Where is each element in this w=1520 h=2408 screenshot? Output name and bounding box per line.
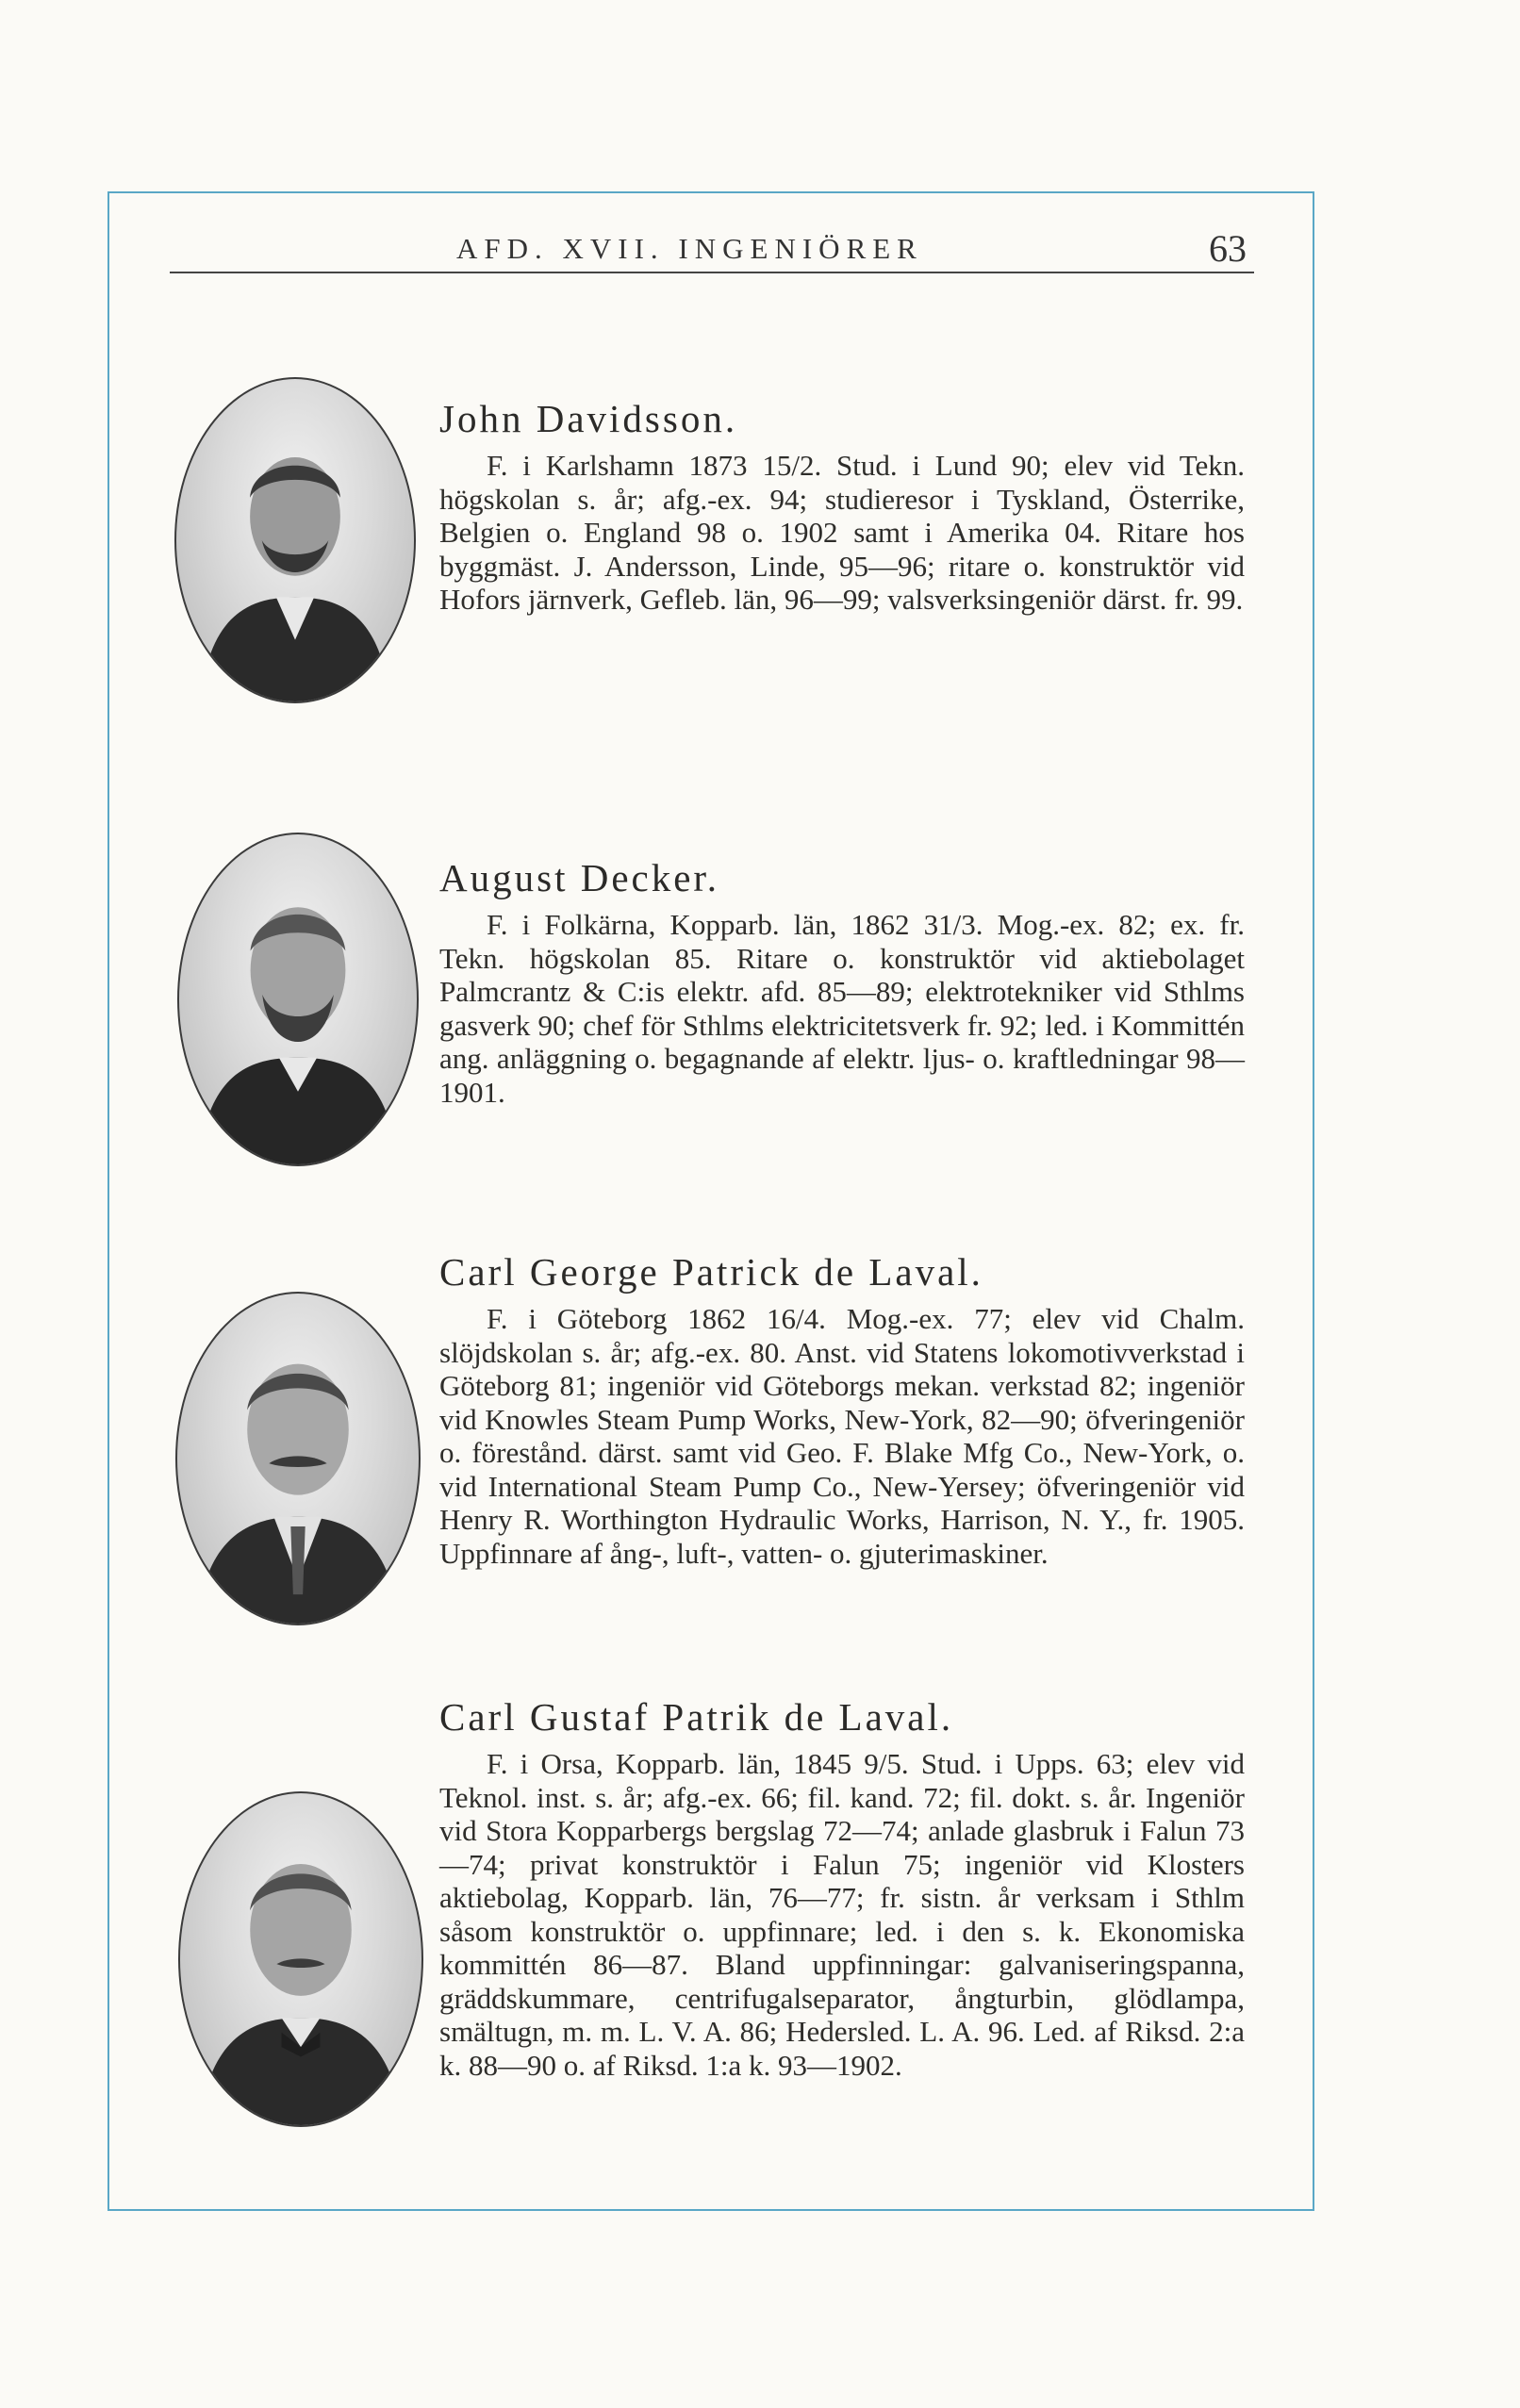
portrait-figure-icon	[180, 1793, 421, 2125]
person-name: Carl George Patrick de Laval.	[439, 1250, 983, 1294]
portrait-photo	[174, 377, 416, 703]
biography: F. i Folkärna, Kopparb. län, 1862 31/3. Mog.-ex. 82; ex. fr. Tekn. högskolan 85. Ritare o. konstruktör vid aktiebolaget Palmcrantz & C:is elektr. afd. 85—89; elektrotekniker vid Sthlms gasverk 90; chef för Sthlms elektricitetsverk fr. 92; led. i Kommittén ang. anläggning o. begagnande af elektr. ljus- o. kraftledningar 98—1901.	[439, 908, 1245, 1109]
portrait-figure-icon	[176, 379, 414, 701]
biography: F. i Karlshamn 1873 15/2. Stud. i Lund 90; elev vid Tekn. högskolan s. år; afg.-ex. 94; studieresor i Tyskland, Österrike, Belgien o. England 98 o. 1902 samt i Amerika 04. Ritare hos byggmäst. J. Andersson, Linde, 95—96; ritare o. konstruktör vid Hofors järnverk, Gefleb. län, 96—99; valsverksingeniör därst. fr. 99.	[439, 449, 1245, 616]
portrait-photo	[178, 1791, 423, 2127]
biography: F. i Orsa, Kopparb. län, 1845 9/5. Stud. i Upps. 63; elev vid Teknol. inst. s. år; afg.-ex. 66; fil. kand. 72; fil. dokt. s. år. Ingeniör vid Stora Kopparbergs bergslag 72—74; anlade glasbruk i Falun 73—74; privat konstruktör i Falun 75; ingeniör vid Klosters aktiebolag, Kopparb. län, 76—77; fr. sistn. år verksam i Sthlm såsom konstruktör o. uppfinnare; led. i den s. k. Ekonomiska kommittén 86—87. Bland uppfinningar: galvaniseringspanna, gräddskummare, centrifugalseparator, ångturbin, glödlampa, smältugn, m. m. L. V. A. 86; Hedersled. L. A. 96. Led. af Riksd. 2:a k. 88—90 o. af Riksd. 1:a k. 93—1902.	[439, 1747, 1245, 2082]
person-name: John Davidsson.	[439, 397, 738, 440]
portrait-photo	[175, 1292, 421, 1625]
section-title: AFD. XVII. INGENIÖRER	[456, 232, 923, 265]
person-name: Carl Gustaf Patrik de Laval.	[439, 1695, 954, 1739]
portrait-figure-icon	[179, 834, 417, 1164]
portrait-figure-icon	[177, 1294, 419, 1624]
person-name: August Decker.	[439, 856, 720, 899]
biography: F. i Göteborg 1862 16/4. Mog.-ex. 77; elev vid Chalm. slöjdskolan s. år; afg.-ex. 80. Anst. vid Statens lokomotivverkstad i Göteborg 81; ingeniör vid Göteborgs mekan. verkstad 82; ingeniör vid Knowles Steam Pump Works, New-York, 82—90; öfveringeniör o. förestånd. därst. samt vid Geo. F. Blake Mfg Co., New-York, o. vid International Steam Pump Co., New-Yersey; öfveringeniör vid Henry R. Worthington Hydraulic Works, Harrison, N. Y., fr. 1905. Uppfinnare af ång-, luft-, vatten- o. gjuterimaskiner.	[439, 1302, 1245, 1570]
portrait-photo	[177, 833, 419, 1166]
page-number: 63	[1209, 227, 1247, 270]
running-head	[170, 215, 1254, 273]
